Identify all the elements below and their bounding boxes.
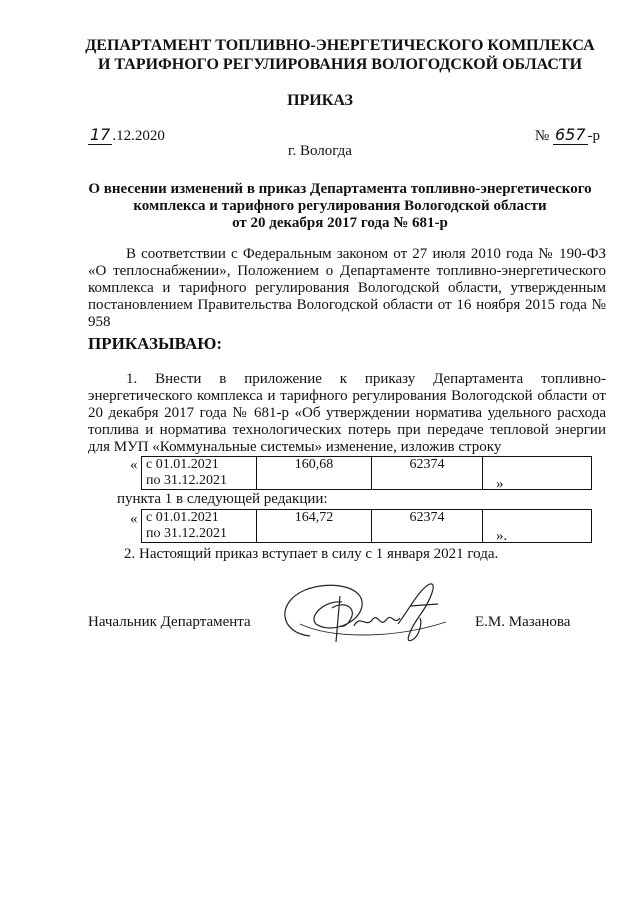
document-number	[535, 125, 600, 145]
cell-value-2: 62374	[372, 510, 483, 543]
document-city: г. Вологда	[288, 143, 352, 159]
subject-line-1: О внесении изменений в приказ Департамента топливно-энергетического	[88, 181, 592, 197]
cell-value-2: 62374	[372, 457, 483, 490]
document-type: ПРИКАЗ	[287, 92, 353, 109]
quote-close-old: »	[496, 476, 504, 492]
preamble-paragraph: В соответствии с Федеральным законом от 27 июля 2010 года № 190-ФЗ «О теплоснабжении», Положением о Департаменте топливно-энергетического комплекса и тарифного регулирования Вологодской области, утвержденным постановлением Правительства Вологодской области от 16 ноября 2015 года № 958	[88, 246, 606, 330]
subject-line-3: от 20 декабря 2017 года № 681-р	[232, 215, 448, 231]
department-header	[60, 36, 620, 74]
period-to: по 31.12.2021	[146, 526, 227, 541]
document-subject	[60, 181, 620, 232]
number-handwritten: 657	[554, 125, 586, 144]
cell-value-1: 164,72	[257, 510, 372, 543]
number-prefix: №	[534, 128, 550, 144]
date-rest: .12.2020	[112, 128, 165, 144]
number-suffix: -р	[587, 128, 600, 144]
period-to: по 31.12.2021	[146, 473, 227, 488]
table-row-old	[141, 456, 592, 490]
cell-period	[142, 457, 257, 490]
item-2-paragraph: 2. Настоящий приказ вступает в силу с 1 января 2021 года.	[124, 546, 499, 562]
signatory-name: Е.М. Мазанова	[475, 614, 571, 630]
quote-open-new: «	[130, 511, 138, 527]
date-day-handwritten: 17	[90, 125, 111, 144]
subject-line-2: комплекса и тарифного регулирования Вологодской области	[133, 198, 547, 214]
cell-value-1: 160,68	[257, 457, 372, 490]
table-row-new	[141, 509, 592, 543]
handwritten-signature-icon	[270, 578, 470, 658]
item-1-paragraph: 1. Внести в приложение к приказу Департамента топливно-энергетического комплекса и тарифного регулирования Вологодской области от 20 декабря 2017 года № 681-р «Об утверждении норматива удельного расхода топлива и норматива технологических потерь при передаче тепловой энергии для МУП «Коммунальные системы» изменение, изложив строку	[88, 371, 606, 455]
header-line-1: ДЕПАРТАМЕНТ ТОПЛИВНО-ЭНЕРГЕТИЧЕСКОГО КОМПЛЕКСА	[85, 37, 595, 54]
order-word: ПРИКАЗЫВАЮ:	[88, 334, 223, 353]
header-line-2: И ТАРИФНОГО РЕГУЛИРОВАНИЯ ВОЛОГОДСКОЙ ОБЛАСТИ	[97, 56, 583, 73]
period-from: с 01.01.2021	[146, 457, 219, 472]
quote-close-new: ».	[496, 528, 508, 544]
period-from: с 01.01.2021	[146, 510, 219, 525]
quote-open-old: «	[130, 457, 138, 473]
signatory-title: Начальник Департамента	[88, 614, 251, 630]
cell-period	[142, 510, 257, 543]
document-date	[88, 125, 165, 145]
middle-text: пункта 1 в следующей редакции:	[117, 491, 328, 507]
